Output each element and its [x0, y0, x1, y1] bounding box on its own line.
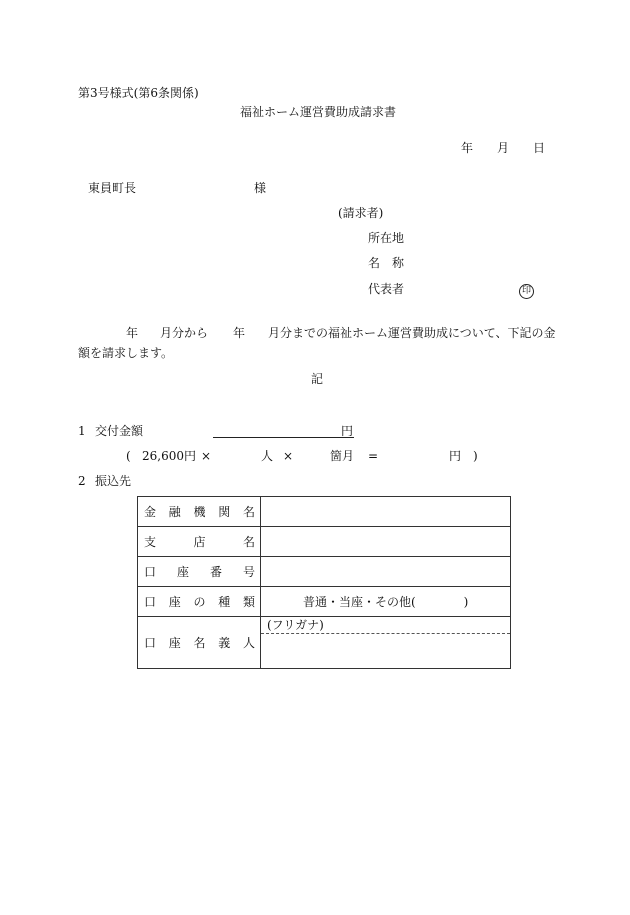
calc-person: 人: [261, 449, 274, 463]
label-char: 関: [218, 505, 231, 519]
body-line-2: 額を請求します。: [78, 346, 174, 360]
label-char: 座: [168, 636, 181, 650]
bank-account-table: [137, 496, 511, 669]
label-char: 名: [242, 505, 255, 519]
body-year-1: 年: [126, 326, 139, 340]
table-row: [138, 497, 511, 527]
calc-yen: 円: [449, 449, 462, 463]
branch-name-field[interactable]: [261, 527, 511, 557]
label-char: 座: [168, 595, 181, 609]
label-char: 機: [193, 505, 206, 519]
seal-mark: [519, 282, 534, 299]
account-holder-field[interactable]: [261, 617, 511, 669]
claimant-heading: (請求者): [338, 206, 384, 220]
date-day: 日: [533, 141, 546, 155]
calc-times-2: ×: [283, 449, 294, 463]
label-char: 類: [242, 595, 255, 609]
form-number: 第3号様式(第6条関係): [78, 86, 199, 100]
label-char: 座: [176, 565, 189, 579]
label-char: 名: [242, 535, 255, 549]
address-label: 所在地: [368, 231, 405, 245]
item2-number: 2: [78, 474, 86, 488]
bank-name-field[interactable]: [261, 497, 511, 527]
label-char: 口: [144, 636, 157, 650]
label-char: 人: [242, 636, 255, 650]
calc-amount: 26,600円: [142, 449, 196, 463]
calc-open: (: [126, 449, 131, 463]
account-type-label: [138, 587, 261, 617]
amount-underline: [213, 423, 354, 438]
branch-name-label: [138, 527, 261, 557]
label-char: 号: [242, 565, 255, 579]
label-char: 名: [193, 636, 206, 650]
label-char: 金: [144, 505, 157, 519]
name-label-1: 名: [368, 256, 381, 270]
label-char: 融: [168, 505, 181, 519]
table-row: [138, 557, 511, 587]
item2-label: 振込先: [95, 474, 132, 488]
calc-times-1: ×: [201, 449, 212, 463]
account-number-field[interactable]: [261, 557, 511, 587]
table-row: [138, 527, 511, 557]
item1-label: 交付金額: [95, 424, 144, 438]
account-type-options: 普通・当座・その他( ): [303, 595, 469, 609]
addressee-name: 東員町長: [88, 181, 137, 195]
furigana-label: (フリガナ): [261, 617, 510, 634]
label-char: 種: [218, 595, 231, 609]
label-char: 義: [218, 636, 231, 650]
body-from-text: 月分から: [160, 326, 209, 340]
body-to-text: 月分までの福祉ホーム運営費助成について、下記の金: [268, 326, 556, 340]
calc-close: ): [473, 449, 478, 463]
date-year: 年: [461, 141, 474, 155]
label-char: 口: [144, 565, 157, 579]
label-char: 店: [193, 535, 206, 549]
label-char: 支: [144, 535, 157, 549]
table-row: [138, 617, 511, 669]
account-type-field[interactable]: [261, 587, 511, 617]
ki-heading: 記: [311, 372, 324, 386]
calc-equals: =: [368, 449, 379, 463]
date-month: 月: [497, 141, 510, 155]
label-char: 口: [144, 595, 157, 609]
account-holder-label: [138, 617, 261, 669]
addressee-honorific: 様: [254, 181, 267, 195]
item1-yen: 円: [341, 424, 354, 438]
representative-label: 代表者: [368, 282, 405, 296]
label-char: 番: [209, 565, 222, 579]
label-char: の: [193, 595, 206, 609]
item1-number: 1: [78, 424, 86, 438]
bank-name-label: [138, 497, 261, 527]
table-row: [138, 587, 511, 617]
form-title: 福祉ホーム運営費助成請求書: [240, 105, 397, 119]
account-number-label: [138, 557, 261, 587]
calc-months: 箇月: [330, 449, 355, 463]
seal-icon: 印: [519, 284, 534, 299]
body-year-2: 年: [233, 326, 246, 340]
name-label-2: 称: [392, 256, 405, 270]
